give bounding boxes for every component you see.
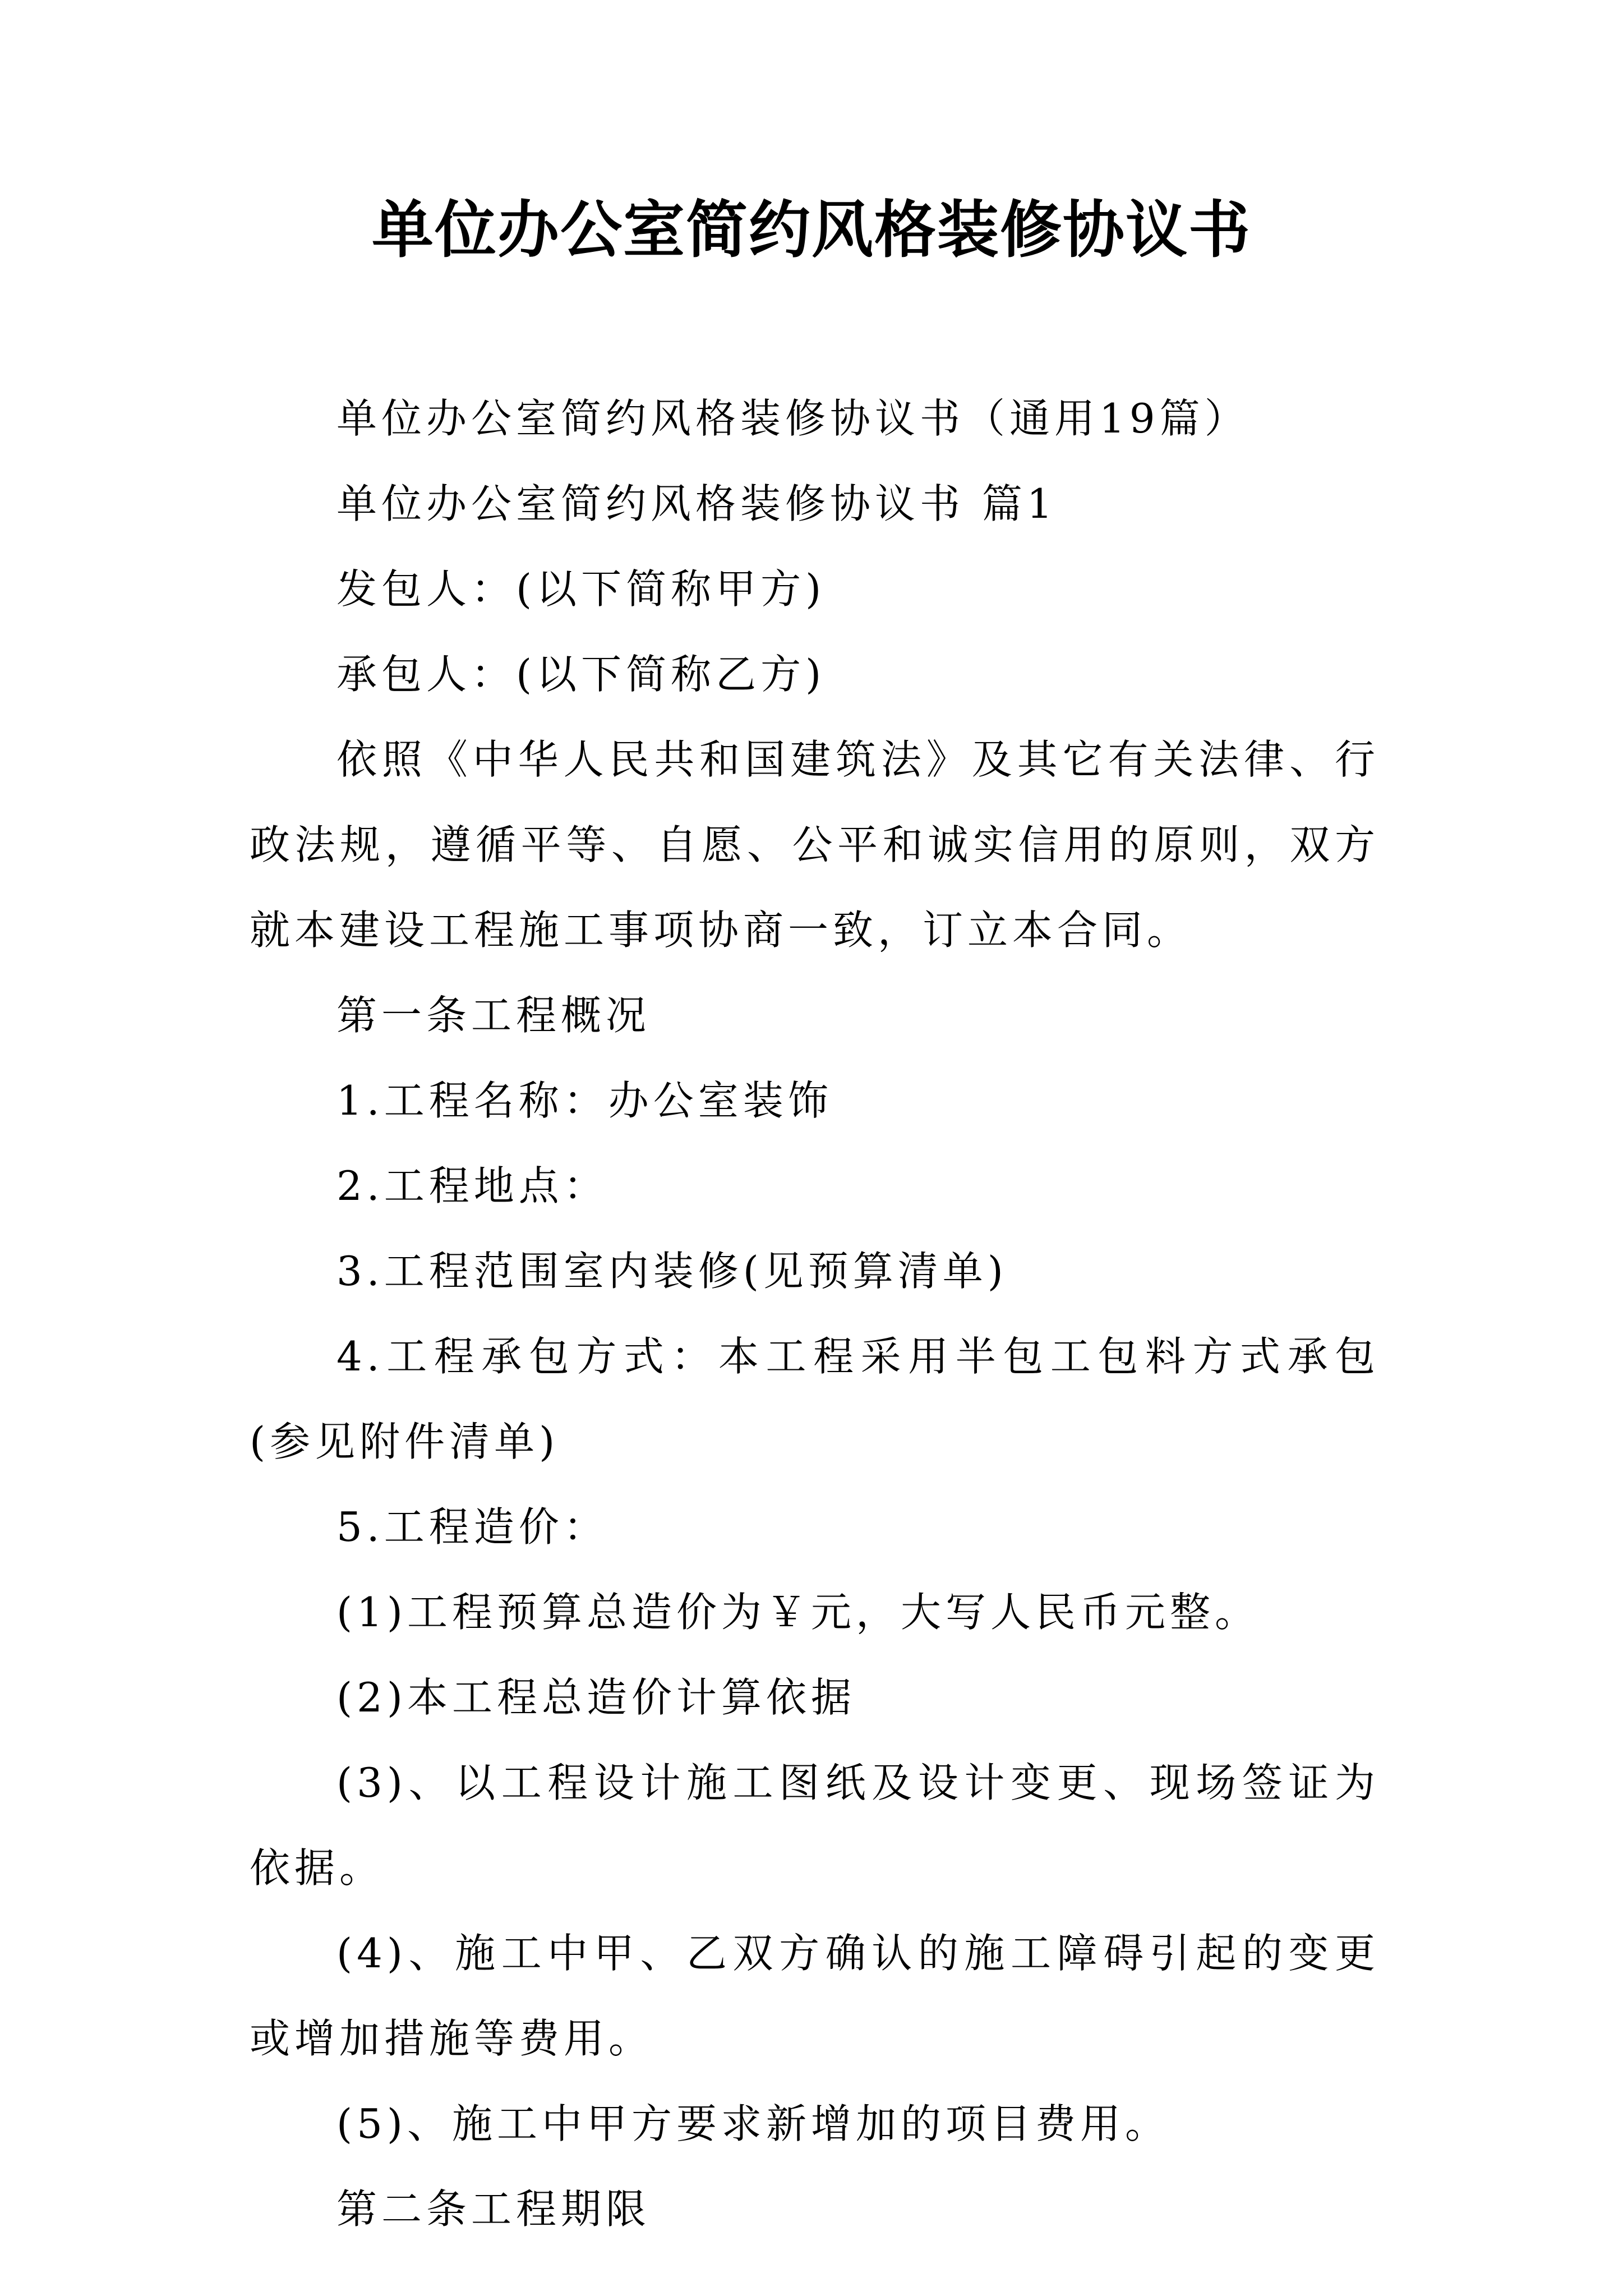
- paragraph-article-1-heading: 第一条工程概况: [336, 992, 651, 1039]
- document-body: [250, 376, 1380, 2252]
- paragraph-project-scope: 3.工程范围室内装修(见预算清单): [336, 1248, 1008, 1295]
- paragraph-preamble: 依照《中华人民共和国建筑法》及其它有关法律、行政法规，遵循平等、自愿、公平和诚实信用的原则，双方就本建设工程施工事项协商一致，订立本合同。: [250, 736, 1380, 954]
- paragraph-cost-item-3: (3)、以工程设计施工图纸及设计变更、现场签证为依据。: [250, 1759, 1380, 1892]
- paragraph-contract-method: 4.工程承包方式：本工程采用半包工包料方式承包(参见附件清单): [250, 1333, 1380, 1465]
- paragraph-cost-item-1: (1)工程预算总造价为￥元，大写人民币元整。: [336, 1589, 1260, 1636]
- paragraph-project-cost: 5.工程造价：: [336, 1503, 608, 1550]
- paragraph-section-heading: 单位办公室简约风格装修协议书 篇1: [336, 480, 1057, 527]
- paragraph-cost-item-2: (2)本工程总造价计算依据: [336, 1674, 856, 1721]
- paragraph-project-location: 2.工程地点：: [336, 1162, 608, 1209]
- paragraph-article-2-heading: 第二条工程期限: [336, 2185, 651, 2233]
- paragraph-cost-item-5: (5)、施工中甲方要求新增加的项目费用。: [336, 2100, 1170, 2147]
- paragraph-party-a: 发包人：(以下简称甲方): [336, 565, 826, 613]
- paragraph-project-name: 1.工程名称：办公室装饰: [336, 1077, 833, 1124]
- paragraph-subtitle: 单位办公室简约风格装修协议书（通用19篇）: [336, 395, 1249, 442]
- paragraph-party-b: 承包人：(以下简称乙方): [336, 651, 826, 698]
- paragraph-cost-item-4: (4)、施工中甲、乙双方确认的施工障碍引起的变更或增加措施等费用。: [250, 1930, 1380, 2062]
- document-title: 单位办公室简约风格装修协议书: [372, 194, 1251, 266]
